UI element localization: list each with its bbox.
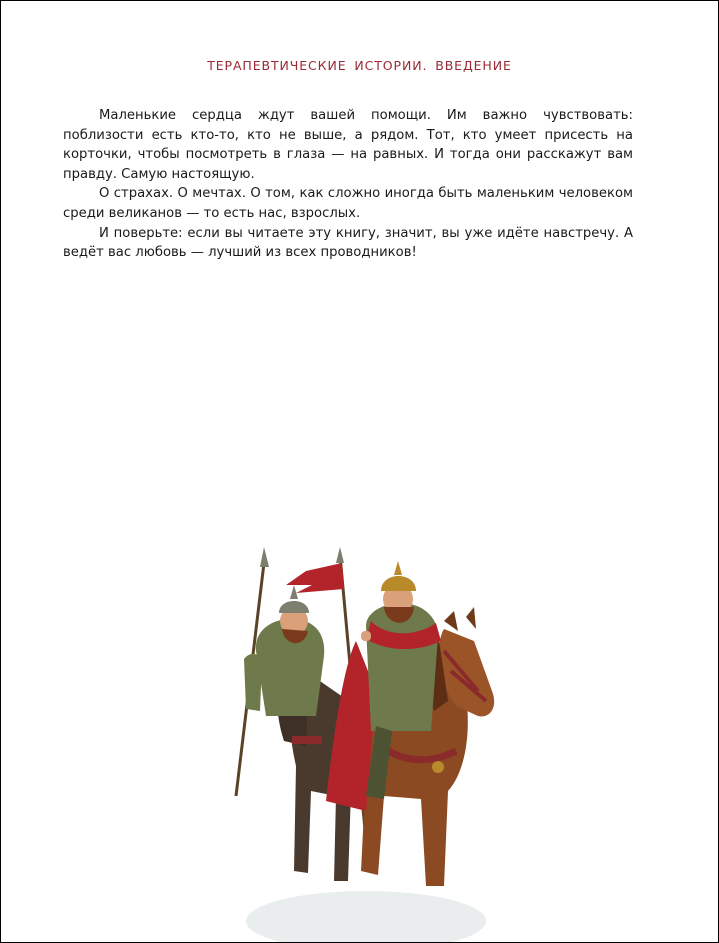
knights-illustration: [216, 541, 516, 942]
running-header: ТЕРАПЕВТИЧЕСКИЕ ИСТОРИИ. ВВЕДЕНИЕ: [207, 58, 512, 73]
paragraph-3: И поверьте: если вы читаете эту книгу, значит, вы уже идёте навстречу. А ведёт вас любовь — лучший из всех проводников!: [63, 225, 633, 261]
paragraph-2: О страхах. О мечтах. О том, как сложно иногда быть маленьким человеком среди великанов — то есть нас, взрослых.: [63, 186, 633, 221]
back-rider: [244, 585, 324, 716]
body-text: [63, 106, 633, 263]
paragraph-1: Маленькие сердца ждут вашей помощи. Им важно чувствовать: поблизости есть кто-то, кто не выше, а рядом. Тот, кто умеет присесть на корточки, чтобы посмотреть в глаза — на равных. И тогда они расскажут вам правду. Самую настоящую.: [63, 108, 633, 182]
